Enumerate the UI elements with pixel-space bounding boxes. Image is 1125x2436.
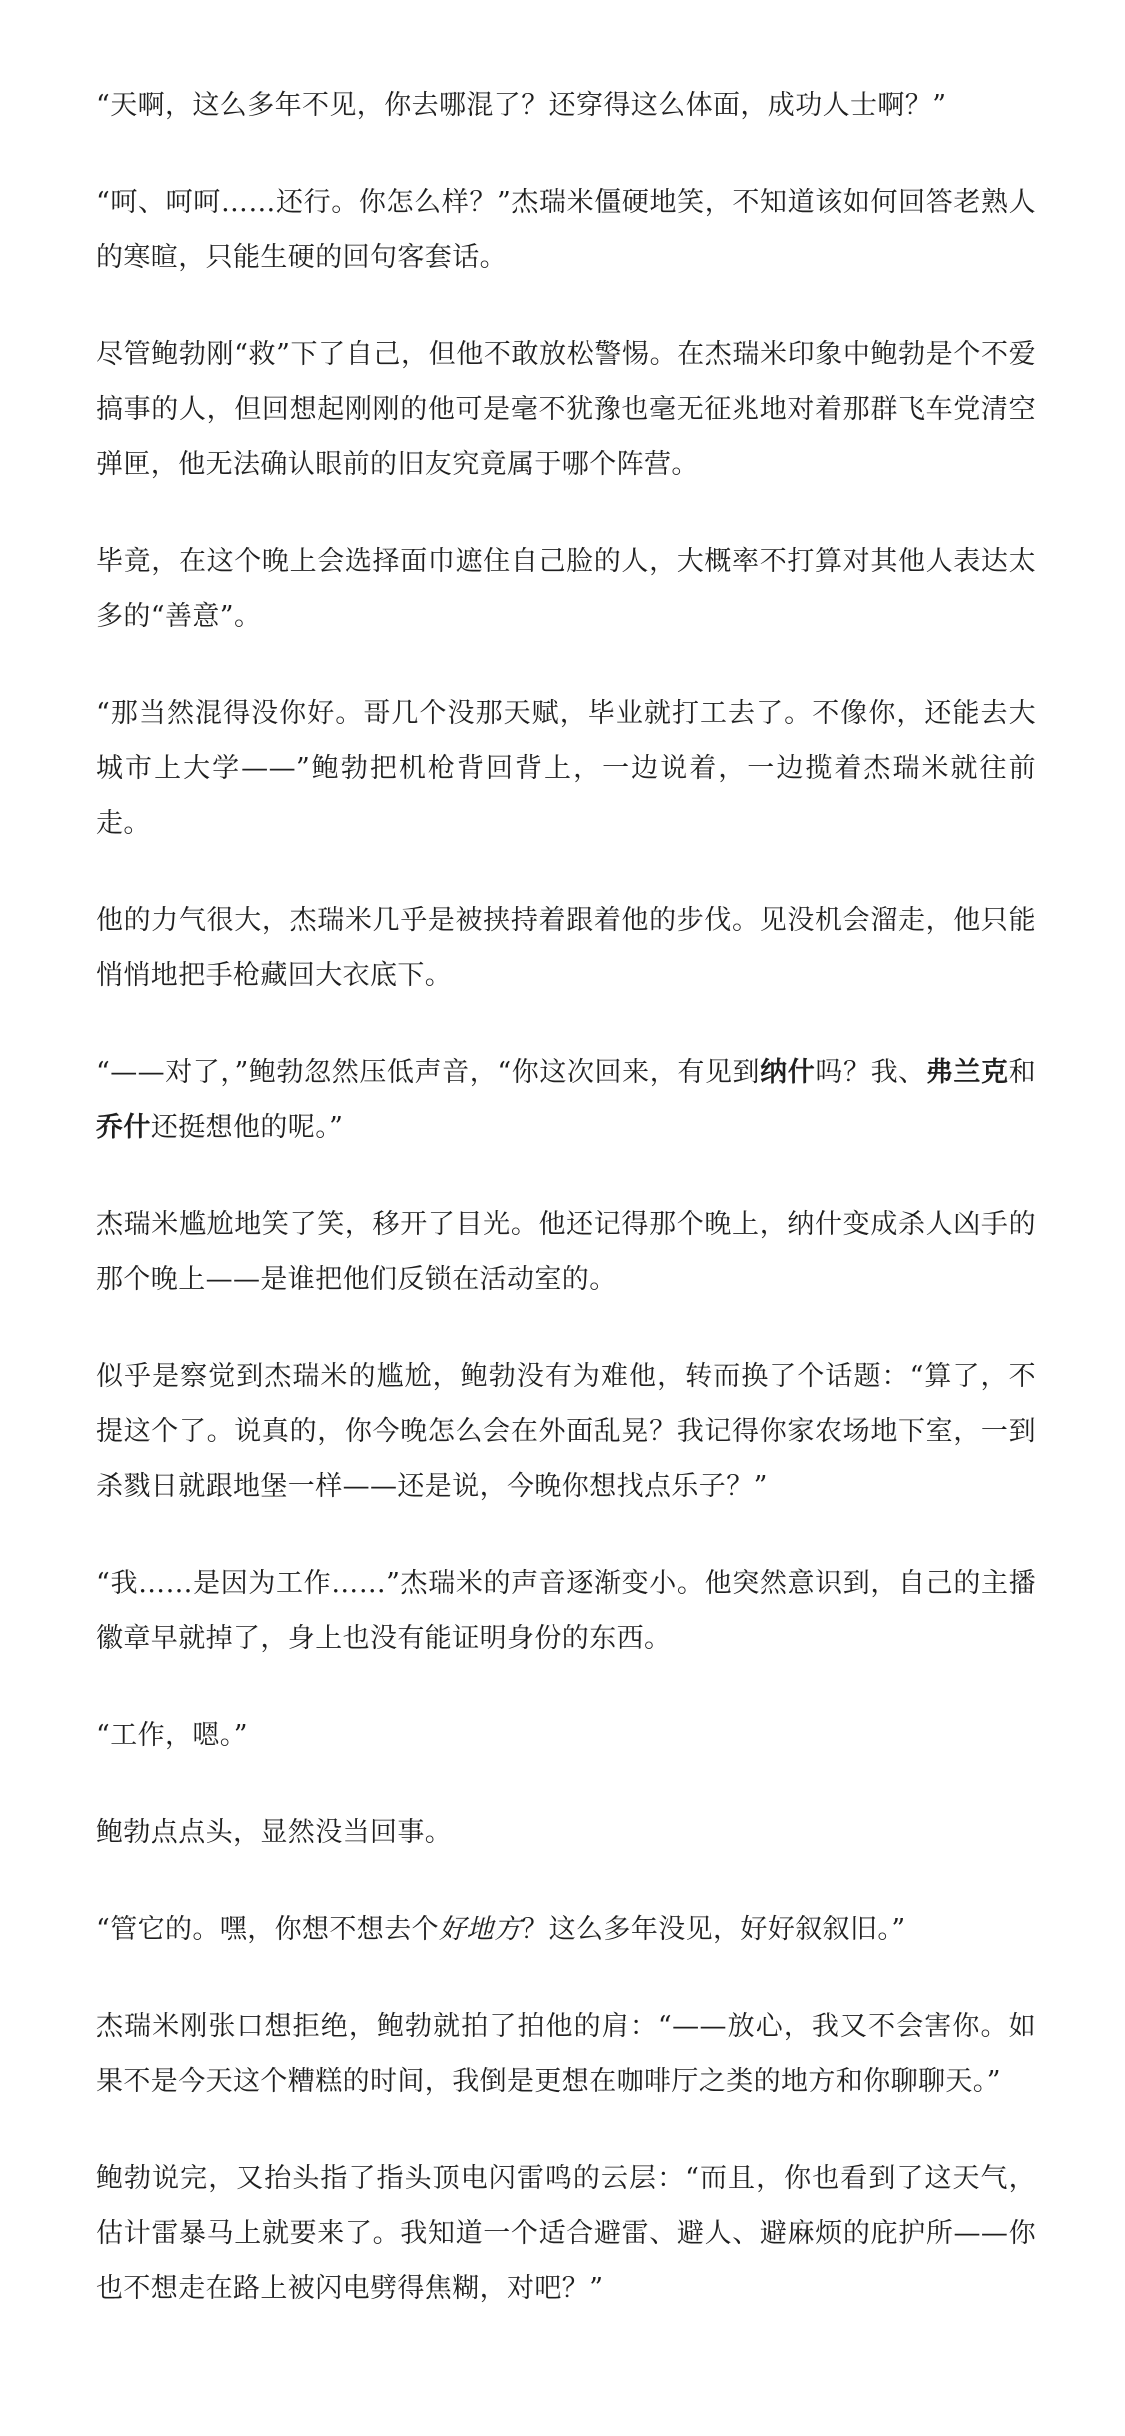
paragraph: [96, 1708, 1036, 1763]
paragraph-text: “工作，嗯。”: [96, 1720, 248, 1751]
paragraph-text: 他的力气很大，杰瑞米几乎是被挟持着跟着他的步伐。见没机会溜走，他只能悄悄地把手枪藏回大衣底下。: [96, 905, 1036, 991]
bold-text: 乔什: [96, 1112, 151, 1143]
paragraph-text: ？这么多年没见，好好叙叙旧。”: [521, 1914, 906, 1945]
paragraph-text: 杰瑞米刚张口想拒绝，鲍勃就拍了拍他的肩：“——放心，我又不会害你。如果不是今天这个糟糕的时间，我倒是更想在咖啡厅之类的地方和你聊聊天。”: [96, 2011, 1036, 2097]
paragraph: [96, 1805, 1036, 1860]
paragraph-text: 似乎是察觉到杰瑞米的尴尬，鲍勃没有为难他，转而换了个话题：“算了，不提这个了。说真的，你今晚怎么会在外面乱晃？我记得你家农场地下室，一到杀戮日就跟地堡一样——还是说，今晚你想找点乐子？”: [96, 1361, 1036, 1502]
paragraph-text: 鲍勃点点头，显然没当回事。: [96, 1817, 453, 1848]
paragraph-text: “——对了，”鲍勃忽然压低声音，“你这次回来，有见到: [96, 1057, 761, 1088]
paragraph: [96, 1999, 1036, 2109]
bold-text: 纳什: [760, 1057, 816, 1088]
paragraph-text: 和: [1008, 1057, 1037, 1088]
paragraph: [96, 893, 1036, 1003]
paragraph-text: “我……是因为工作……”杰瑞米的声音逐渐变小。他突然意识到，自己的主播徽章早就掉了，身上也没有能证明身份的东西。: [96, 1568, 1036, 1654]
paragraph: [96, 78, 1036, 133]
paragraph: [96, 686, 1036, 851]
paragraph: [96, 1045, 1036, 1155]
paragraph: [96, 327, 1036, 492]
paragraph-text: 杰瑞米尴尬地笑了笑，移开了目光。他还记得那个晚上，纳什变成杀人凶手的那个晚上——是谁把他们反锁在活动室的。: [96, 1209, 1036, 1295]
paragraph: [96, 1349, 1036, 1514]
paragraph: [96, 2151, 1036, 2316]
paragraph-text: 毕竟，在这个晚上会选择面巾遮住自己脸的人，大概率不打算对其他人表达太多的“善意”。: [96, 546, 1036, 632]
paragraph-text: 尽管鲍勃刚“救”下了自己，但他不敢放松警惕。在杰瑞米印象中鲍勃是个不爱搞事的人，但回想起刚刚的他可是毫不犹豫也毫无征兆地对着那群飞车党清空弹匣，他无法确认眼前的旧友究竟属于哪个阵营。: [96, 339, 1036, 480]
paragraph: [96, 175, 1036, 285]
paragraph: [96, 534, 1036, 644]
paragraph-text: 还挺想他的呢。”: [150, 1112, 344, 1143]
paragraph: [96, 1902, 1036, 1957]
paragraph-text: “管它的。嘿，你想不想去个: [96, 1914, 440, 1945]
paragraph-text: 鲍勃说完，又抬头指了指头顶电闪雷鸣的云层：“而且，你也看到了这天气，估计雷暴马上就要来了。我知道一个适合避雷、避人、避麻烦的庇护所——你也不想走在路上被闪电劈得焦糊，对吧？”: [96, 2163, 1036, 2304]
paragraph: [96, 1556, 1036, 1666]
article-body: [96, 78, 1036, 2358]
bold-text: 弗兰克: [925, 1057, 1009, 1088]
paragraph-text: “呵、呵呵……还行。你怎么样？”杰瑞米僵硬地笑，不知道该如何回答老熟人的寒暄，只能生硬的回句客套话。: [96, 187, 1036, 273]
paragraph-text: “那当然混得没你好。哥几个没那天赋，毕业就打工去了。不像你，还能去大城市上大学——”鲍勃把机枪背回背上，一边说着，一边揽着杰瑞米就往前走。: [96, 698, 1036, 839]
paragraph-text: 吗？我、: [815, 1057, 926, 1088]
paragraph: [96, 1197, 1036, 1307]
italic-text: 好地方: [439, 1914, 522, 1945]
paragraph-text: “天啊，这么多年不见，你去哪混了？还穿得这么体面，成功人士啊？”: [96, 90, 947, 121]
